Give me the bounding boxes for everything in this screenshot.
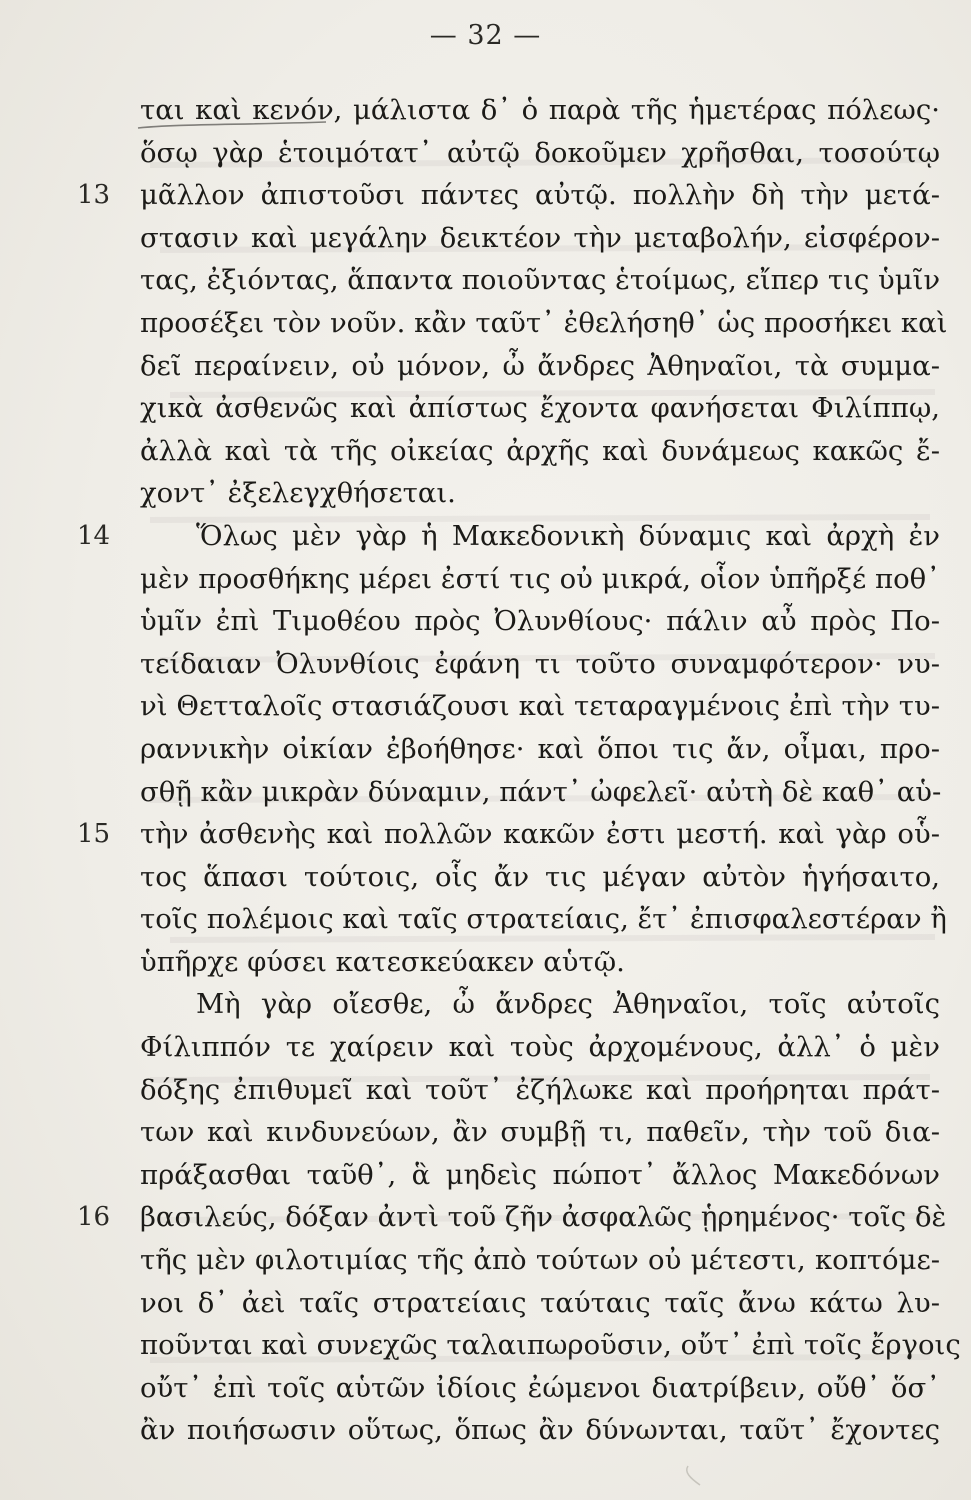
- section-number: 14: [77, 520, 111, 551]
- line-text: χικὰ ἀσθενῶς καὶ ἀπίστως ἔχοντα φανήσεται Φιλίππῳ,: [140, 392, 940, 425]
- line-text: τείδαιαν Ὀλυνθίοις ἐφάνη τι τοῦτο συναμφότερον· νυ-: [140, 647, 940, 680]
- text-line: [140, 941, 940, 984]
- section-number: 13: [77, 180, 111, 211]
- main-text: [77, 89, 961, 1452]
- text-line: [140, 1324, 961, 1367]
- text-line: [77, 1196, 947, 1239]
- line-text: ὅσῳ γὰρ ἑτοιμότατ᾿ αὐτῷ δοκοῦμεν χρῆσθαι, τοσούτῳ: [140, 136, 940, 169]
- text-line: [140, 1111, 940, 1154]
- line-text: μὲν προσθήκης μέρει ἐστί τις οὐ μικρά, οἷον ὑπῆρξέ ποθ᾿: [140, 562, 940, 595]
- text-line: [140, 983, 940, 1026]
- section-number: 15: [77, 819, 111, 850]
- text-line: [140, 132, 940, 175]
- text-line: [140, 856, 940, 899]
- text-line: [140, 1367, 940, 1410]
- line-text: Μὴ γὰρ οἴεσθε, ὦ ἄνδρες Ἀθηναῖοι, τοῖς αὐτοῖς: [196, 988, 940, 1021]
- text-line: [140, 1026, 940, 1069]
- line-text: δόξης ἐπιθυμεῖ καὶ τοῦτ᾿ ἐζήλωκε καὶ προήρηται πράτ-: [140, 1073, 940, 1106]
- line-text: σθῇ κἂν μικρὰν δύναμιν, πάντ᾿ ὠφελεῖ· αὐτὴ δὲ καθ᾿ αὑ-: [140, 775, 942, 808]
- text-line: [140, 430, 940, 473]
- line-text: τῆς μὲν φιλοτιμίας τῆς ἀπὸ τούτων οὐ μέτεστι, κοπτόμε-: [140, 1244, 940, 1277]
- text-line: [140, 600, 940, 643]
- line-text: τοῖς πολέμοις καὶ ταῖς στρατείαις, ἔτ᾿ ἐπισφαλεστέραν ἢ: [140, 903, 947, 936]
- text-line: [140, 728, 940, 771]
- text-line: [140, 771, 940, 814]
- text-line: [140, 1239, 940, 1282]
- text-line: [140, 558, 940, 601]
- text-line: [140, 643, 940, 686]
- line-text: βασιλεύς, δόξαν ἀντὶ τοῦ ζῆν ἀσφαλῶς ᾑρημένος· τοῖς δὲ: [140, 1201, 947, 1234]
- text-line: [140, 1282, 940, 1325]
- text-line: [140, 685, 940, 728]
- section-number: 16: [77, 1202, 111, 1233]
- text-line: [140, 472, 940, 515]
- page-number: — 32 —: [429, 20, 542, 51]
- line-text: νοι δ᾿ ἀεὶ ταῖς στρατείαις ταύταις ταῖς ἄνω κάτω λυ-: [140, 1286, 940, 1319]
- text-line: [140, 89, 940, 132]
- line-text: δεῖ περαίνειν, οὐ μόνον, ὦ ἄνδρες Ἀθηναῖοι, τὰ συμμα-: [140, 349, 940, 382]
- text-line: [77, 515, 940, 558]
- line-text: ραννικὴν οἰκίαν ἐβοήθησε· καὶ ὅποι τις ἄν, οἶμαι, προ-: [140, 732, 940, 765]
- line-text: προσέξει τὸν νοῦν. κἂν ταῦτ᾿ ἐθελήσηθ᾿ ὡς προσήκει καὶ: [140, 306, 948, 339]
- line-text: ὑπῆρχε φύσει κατεσκεύακεν αὑτῷ.: [140, 945, 625, 978]
- text-line: [140, 217, 940, 260]
- line-text: ἂν ποιήσωσιν οὕτως, ὅπως ἂν δύνωνται, ταῦτ᾿ ἔχοντες: [140, 1414, 940, 1447]
- text-line: [77, 174, 940, 217]
- text-line: [140, 1409, 940, 1452]
- text-line: [140, 387, 940, 430]
- line-text: νὶ Θετταλοῖς στασιάζουσι καὶ τεταραγμένοις ἐπὶ τὴν τυ-: [140, 690, 940, 723]
- line-text: πράξασθαι ταῦθ᾿, ἃ μηδεὶς πώποτ᾿ ἄλλος Μακεδόνων: [140, 1158, 940, 1191]
- text-line: [140, 259, 940, 302]
- line-text: Φίλιππόν τε χαίρειν καὶ τοὺς ἀρχομένους, ἀλλ᾿ ὁ μὲν: [140, 1031, 940, 1064]
- line-text: ποῦνται καὶ συνεχῶς ταλαιπωροῦσιν, οὔτ᾿ ἐπὶ τοῖς ἔργοις: [140, 1329, 961, 1362]
- line-text: τος ἅπασι τούτοις, οἷς ἄν τις μέγαν αὐτὸν ἡγήσαιτο,: [140, 860, 940, 893]
- text-line: [140, 345, 940, 388]
- line-text: των καὶ κινδυνεύων, ἂν συμβῇ τι, παθεῖν, τὴν τοῦ δια-: [140, 1116, 940, 1149]
- line-text: τας, ἐξιόντας, ἅπαντα ποιοῦντας ἑτοίμως, εἴπερ τις ὑμῖν: [140, 264, 941, 297]
- line-text: μᾶλλον ἀπιστοῦσι πάντες αὐτῷ. πολλὴν δὴ τὴν μετά-: [140, 179, 940, 212]
- line-text: οὔτ᾿ ἐπὶ τοῖς αὑτῶν ἰδίοις ἐώμενοι διατρίβειν, οὔθ᾿ ὅσ᾿: [140, 1371, 940, 1404]
- line-text: ὑμῖν ἐπὶ Τιμοθέου πρὸς Ὀλυνθίους· πάλιν αὖ πρὸς Πο-: [140, 605, 940, 638]
- line-text: στασιν καὶ μεγάλην δεικτέον τὴν μεταβολήν, εἰσφέρον-: [140, 221, 940, 254]
- text-line: [140, 302, 948, 345]
- line-text: ἀλλὰ καὶ τὰ τῆς οἰκείας ἀρχῆς καὶ δυνάμεως κακῶς ἔ-: [140, 434, 940, 467]
- text-line: [140, 1154, 940, 1197]
- text-line: [140, 1069, 940, 1112]
- line-text: τὴν ἀσθενὴς καὶ πολλῶν κακῶν ἐστι μεστή. καὶ γὰρ οὗ-: [140, 818, 940, 851]
- text-line: [140, 898, 947, 941]
- text-line: [77, 813, 940, 856]
- line-text: ται καὶ κενόν, μάλιστα δ᾿ ὁ παρὰ τῆς ἡμετέρας πόλεως·: [140, 94, 940, 126]
- line-text: Ὅλως μὲν γὰρ ἡ Μακεδονικὴ δύναμις καὶ ἀρχὴ ἐν: [196, 519, 940, 552]
- line-text: χοντ᾿ ἐξελεγχθήσεται.: [140, 477, 456, 510]
